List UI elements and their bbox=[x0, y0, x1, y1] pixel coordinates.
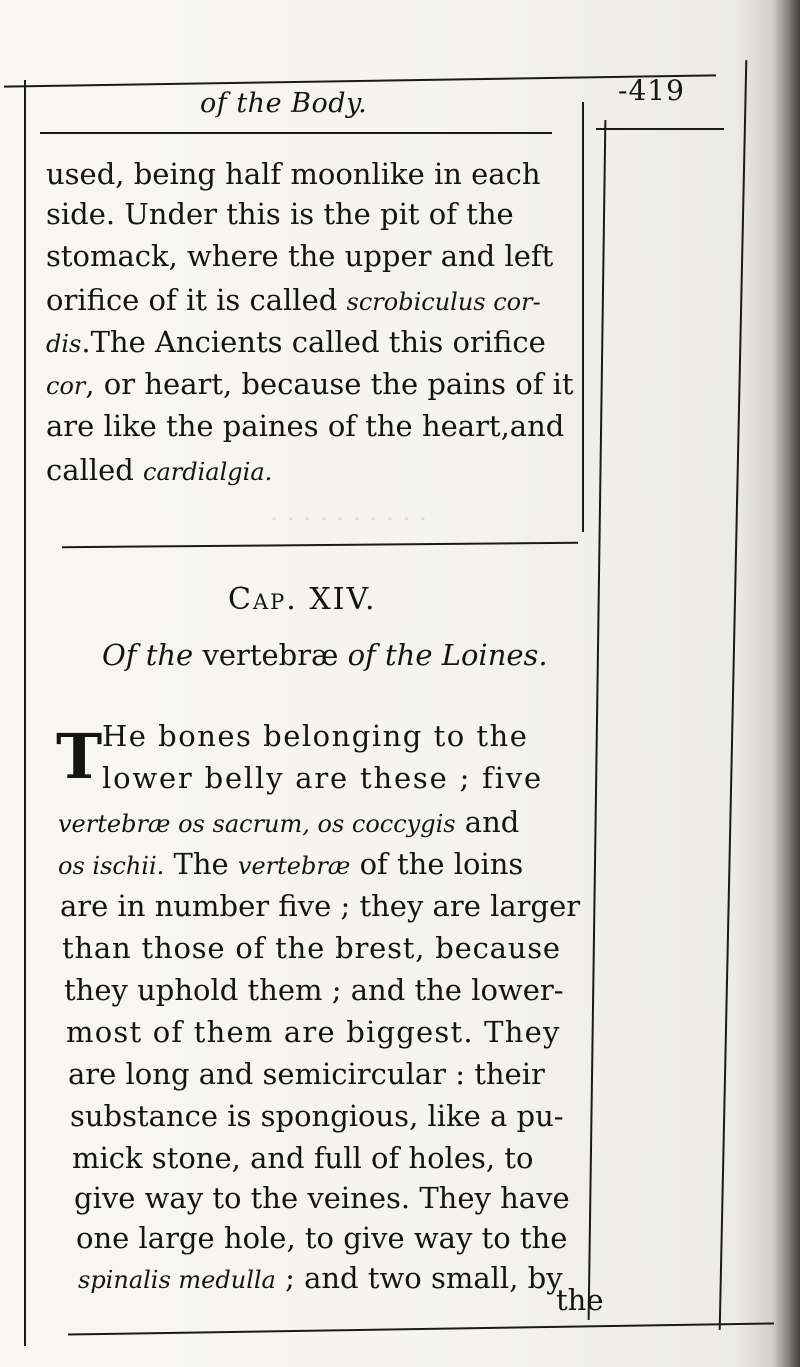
book-gutter-shadow bbox=[772, 0, 800, 1367]
text-line: He bones belonging to the bbox=[102, 719, 529, 753]
text-line: give way to the veines. They have bbox=[74, 1181, 570, 1215]
header-underline-rule bbox=[40, 132, 552, 134]
page-number: -419 bbox=[618, 74, 685, 107]
text-line: used, being half moonlike in each bbox=[46, 157, 541, 191]
text-line: are long and semicircular : their bbox=[68, 1057, 545, 1091]
text-line: dis.The Ancients called this orifice bbox=[46, 325, 546, 359]
bleed-through-text: · · · · · · · · · · bbox=[270, 505, 428, 535]
text-line: are like the paines of the heart,and bbox=[46, 409, 565, 443]
text-line: orifice of it is called scrobiculus cor- bbox=[46, 283, 541, 317]
text-line: stomack, where the upper and left bbox=[46, 239, 554, 273]
text-line: than those of the brest, because bbox=[62, 931, 561, 965]
text-line: mick stone, and full of holes, to bbox=[72, 1141, 534, 1175]
right-margin-rule bbox=[596, 128, 724, 130]
text-line: spinalis medulla ; and two small, by bbox=[78, 1261, 563, 1295]
text-line: are in number five ; they are larger bbox=[60, 889, 581, 923]
drop-cap: T bbox=[56, 720, 103, 793]
inner-right-border-rule bbox=[582, 102, 584, 532]
text-line: vertebræ os sacrum, os coccygis and bbox=[58, 805, 520, 839]
text-line: most of them are biggest. They bbox=[66, 1015, 561, 1049]
text-line: they uphold them ; and the lower- bbox=[64, 973, 564, 1007]
text-line: cor, or heart, because the pains of it bbox=[46, 367, 574, 401]
text-line: called cardialgia. bbox=[46, 453, 273, 487]
text-line: substance is spongious, like a pu- bbox=[70, 1099, 564, 1133]
catchword: the bbox=[556, 1283, 604, 1317]
running-title: of the Body. bbox=[200, 88, 368, 119]
text-line: side. Under this is the pit of the bbox=[46, 197, 514, 231]
chapter-heading: Cap. XIV. bbox=[228, 582, 377, 617]
text-line: lower belly are these ; five bbox=[102, 761, 543, 795]
chapter-title: Of the vertebræ of the Loines. bbox=[102, 638, 548, 672]
text-line: os ischii. The vertebræ of the loins bbox=[58, 847, 524, 881]
left-border-rule bbox=[24, 80, 26, 1346]
text-line: one large hole, to give way to the bbox=[76, 1221, 568, 1255]
